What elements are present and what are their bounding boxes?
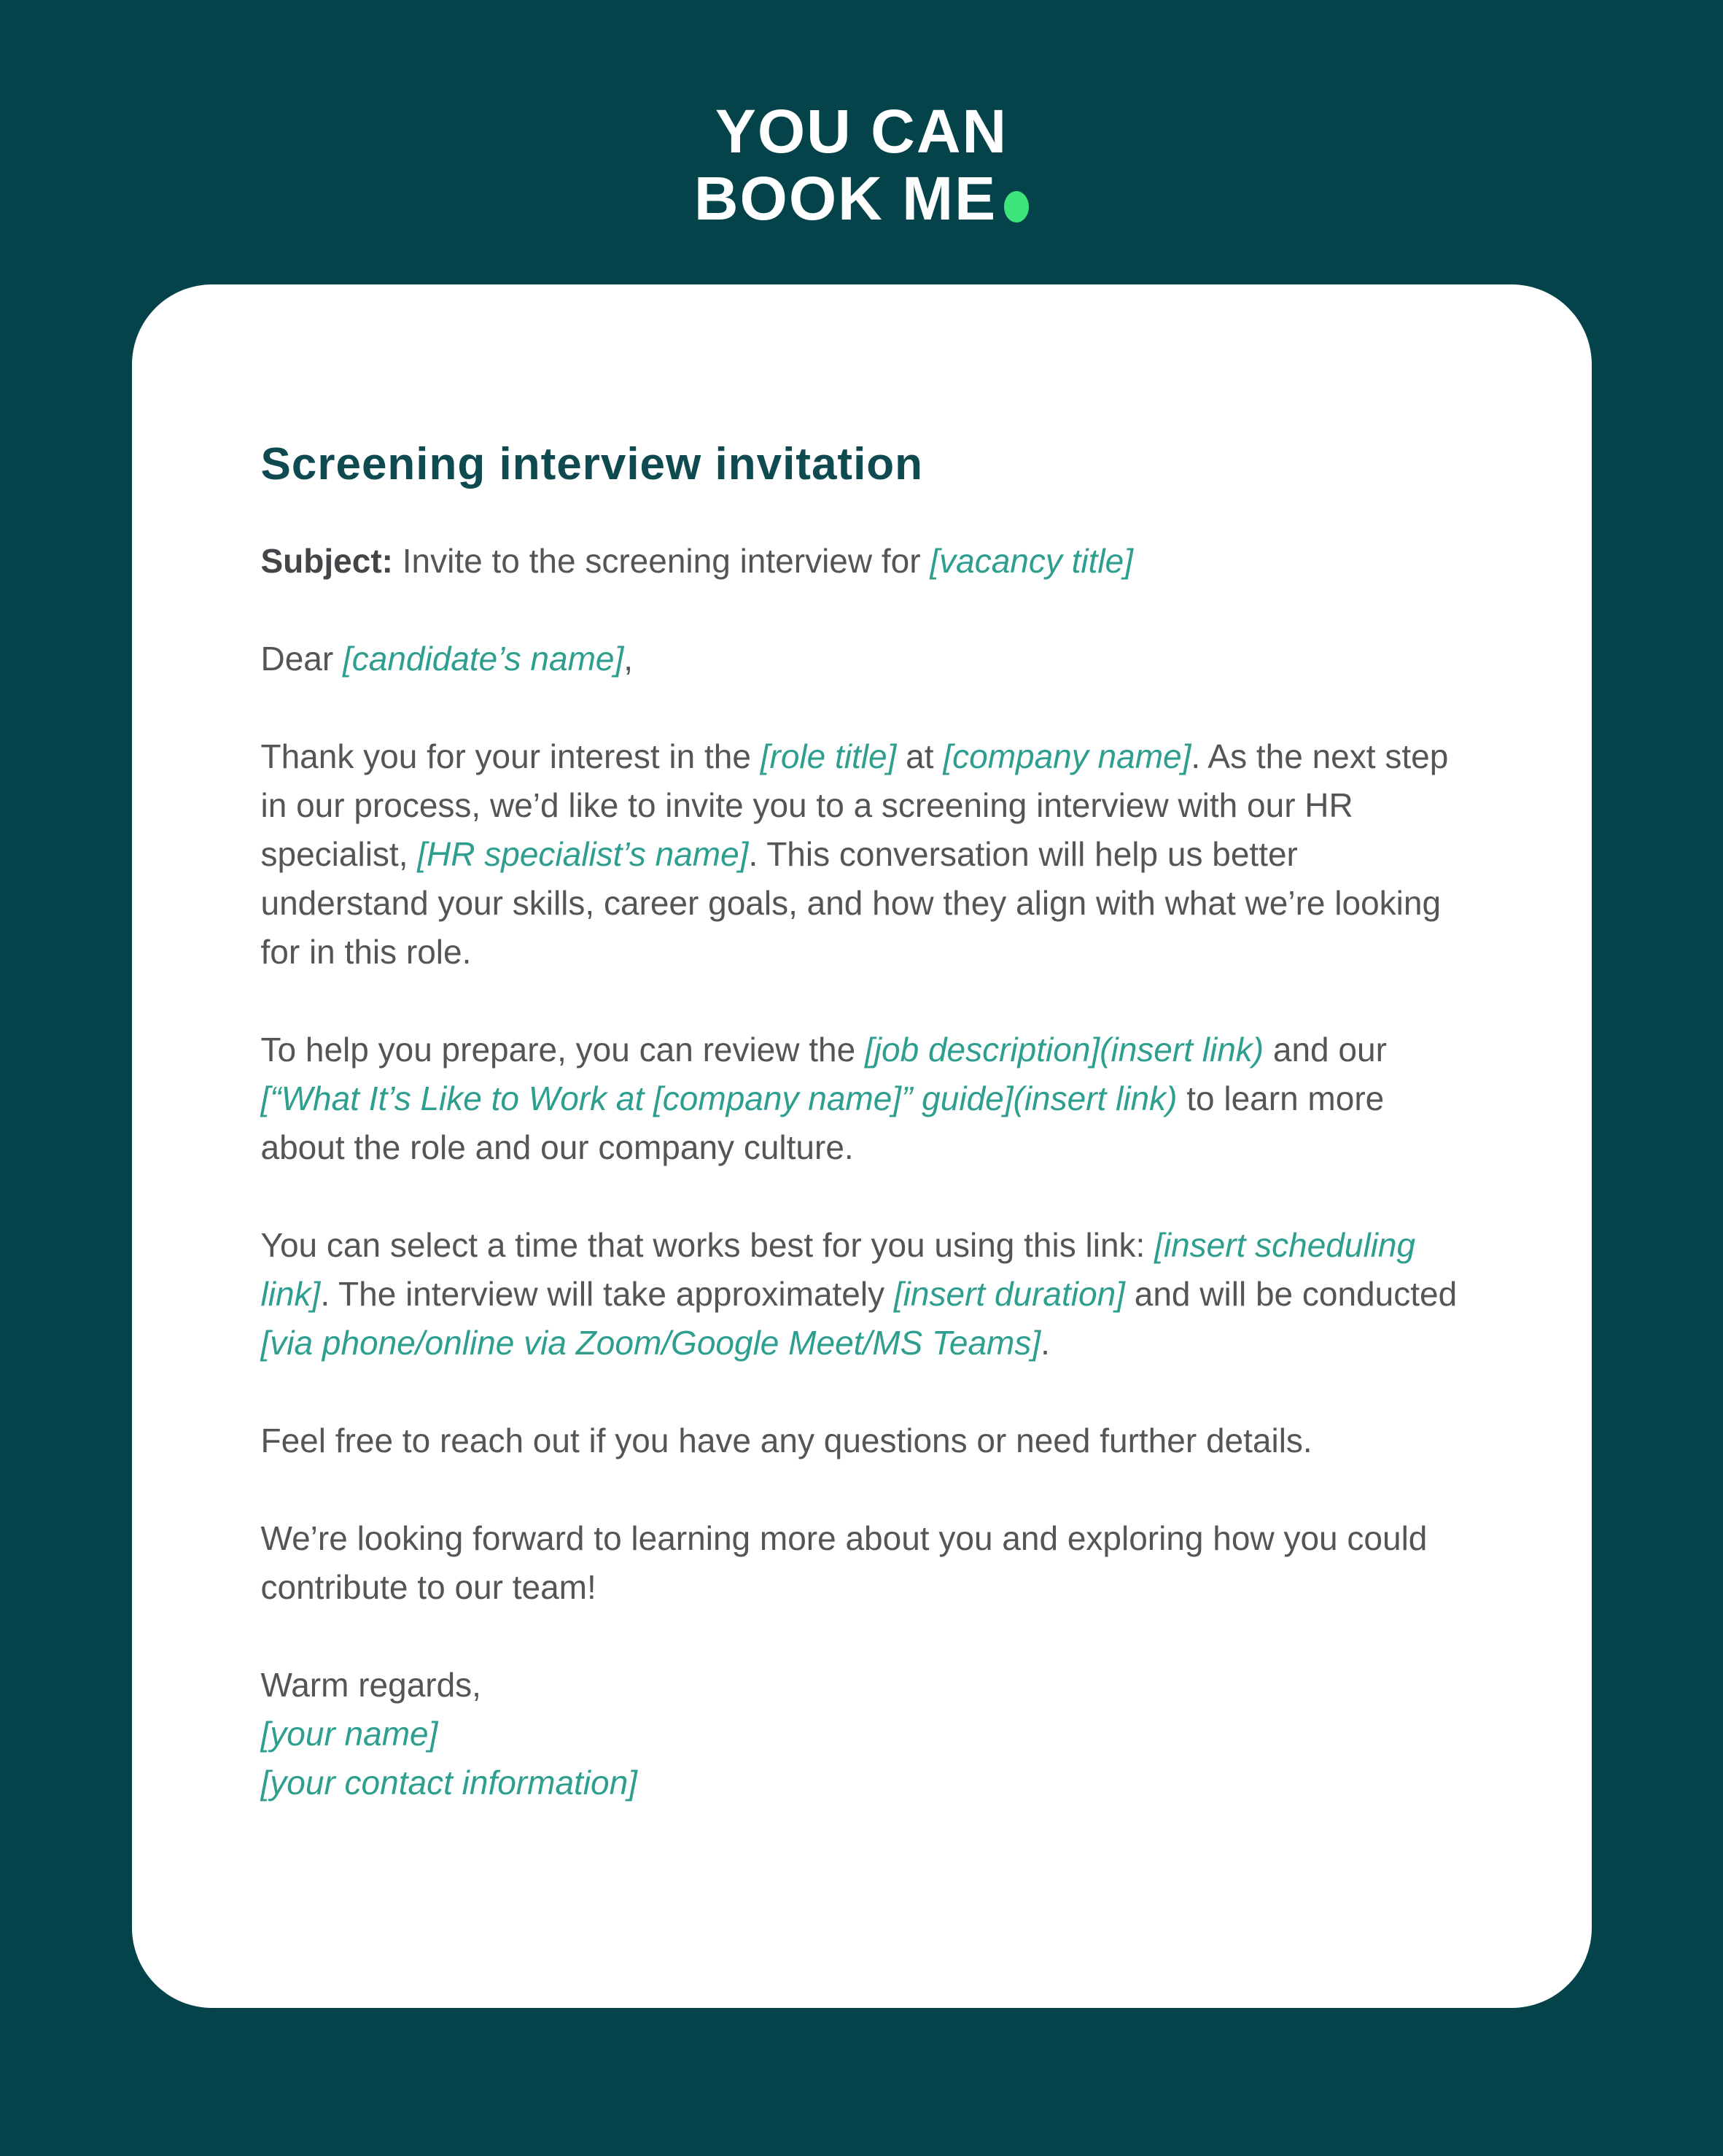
text-segment: .: [1041, 1324, 1050, 1362]
text-segment: We’re looking forward to learning more about you and exploring how you could contribute to our team!: [260, 1519, 1428, 1606]
signoff-contact: [261, 1758, 1463, 1807]
logo-line-1-text: YOU CAN: [715, 97, 1008, 166]
email-body: [261, 537, 1463, 1807]
subject-line: [261, 537, 1463, 586]
placeholder-token: [vacancy title]: [930, 542, 1134, 580]
questions-paragraph: [261, 1416, 1463, 1465]
text-segment: Subject:: [260, 542, 393, 580]
placeholder-token: [role title]: [760, 737, 897, 775]
text-segment: . As the next step in our process, we’d like to invite you to a screening interview with our HR specialist,: [260, 737, 1449, 873]
scheduling-paragraph: [261, 1221, 1463, 1368]
text-segment: ,: [623, 640, 634, 678]
greeting: [261, 635, 1463, 683]
signoff: [261, 1661, 1463, 1710]
prepare-paragraph: [261, 1025, 1463, 1172]
placeholder-token: [your contact information]: [260, 1764, 637, 1802]
closing-paragraph: [261, 1514, 1463, 1612]
text-segment: To help you prepare, you can review the: [260, 1031, 865, 1069]
text-segment: Warm regards,: [260, 1666, 481, 1704]
placeholder-token: [candidate’s name]: [342, 640, 624, 678]
text-segment: and our: [1264, 1031, 1387, 1069]
placeholder-token: [via phone/online via Zoom/Google Meet/MS Teams]: [260, 1324, 1041, 1362]
text-segment: Thank you for your interest in the: [260, 737, 761, 775]
text-segment: Dear: [260, 640, 343, 678]
logo-line-2-text: BOOK ME: [693, 164, 997, 233]
signoff-name: [261, 1710, 1463, 1758]
intro-paragraph: [261, 732, 1463, 977]
youcanbookme-logo: [0, 0, 1723, 232]
text-segment: Invite to the screening interview for: [392, 542, 930, 580]
logo-line-1: [0, 98, 1723, 165]
text-segment: Feel free to reach out if you have any questions or need further details.: [260, 1422, 1312, 1459]
placeholder-token: [job description](insert link): [865, 1031, 1264, 1069]
placeholder-token: [insert duration]: [893, 1275, 1125, 1313]
text-segment: to learn more about the role and our company culture.: [260, 1079, 1385, 1166]
text-segment: . The interview will take approximately: [320, 1275, 894, 1313]
text-segment: at: [896, 737, 944, 775]
page-title: Screening interview invitation: [260, 439, 924, 489]
text-segment: You can select a time that works best for you using this link:: [260, 1226, 1155, 1264]
logo-line-2: [0, 165, 1723, 232]
placeholder-token: [HR specialist’s name]: [417, 835, 749, 873]
placeholder-token: [“What It’s Like to Work at [company name]” guide](insert link): [260, 1079, 1178, 1117]
text-segment: . This conversation will help us better understand your skills, career goals, and how they align with what we’re looking for in this role.: [260, 835, 1442, 971]
text-segment: and will be conducted: [1124, 1275, 1458, 1313]
logo-green-dot-icon: [1004, 191, 1029, 222]
placeholder-token: [your name]: [260, 1715, 438, 1753]
email-template-card: [132, 284, 1592, 2008]
placeholder-token: [insert scheduling link]: [260, 1226, 1416, 1313]
placeholder-token: [company name]: [943, 737, 1191, 775]
